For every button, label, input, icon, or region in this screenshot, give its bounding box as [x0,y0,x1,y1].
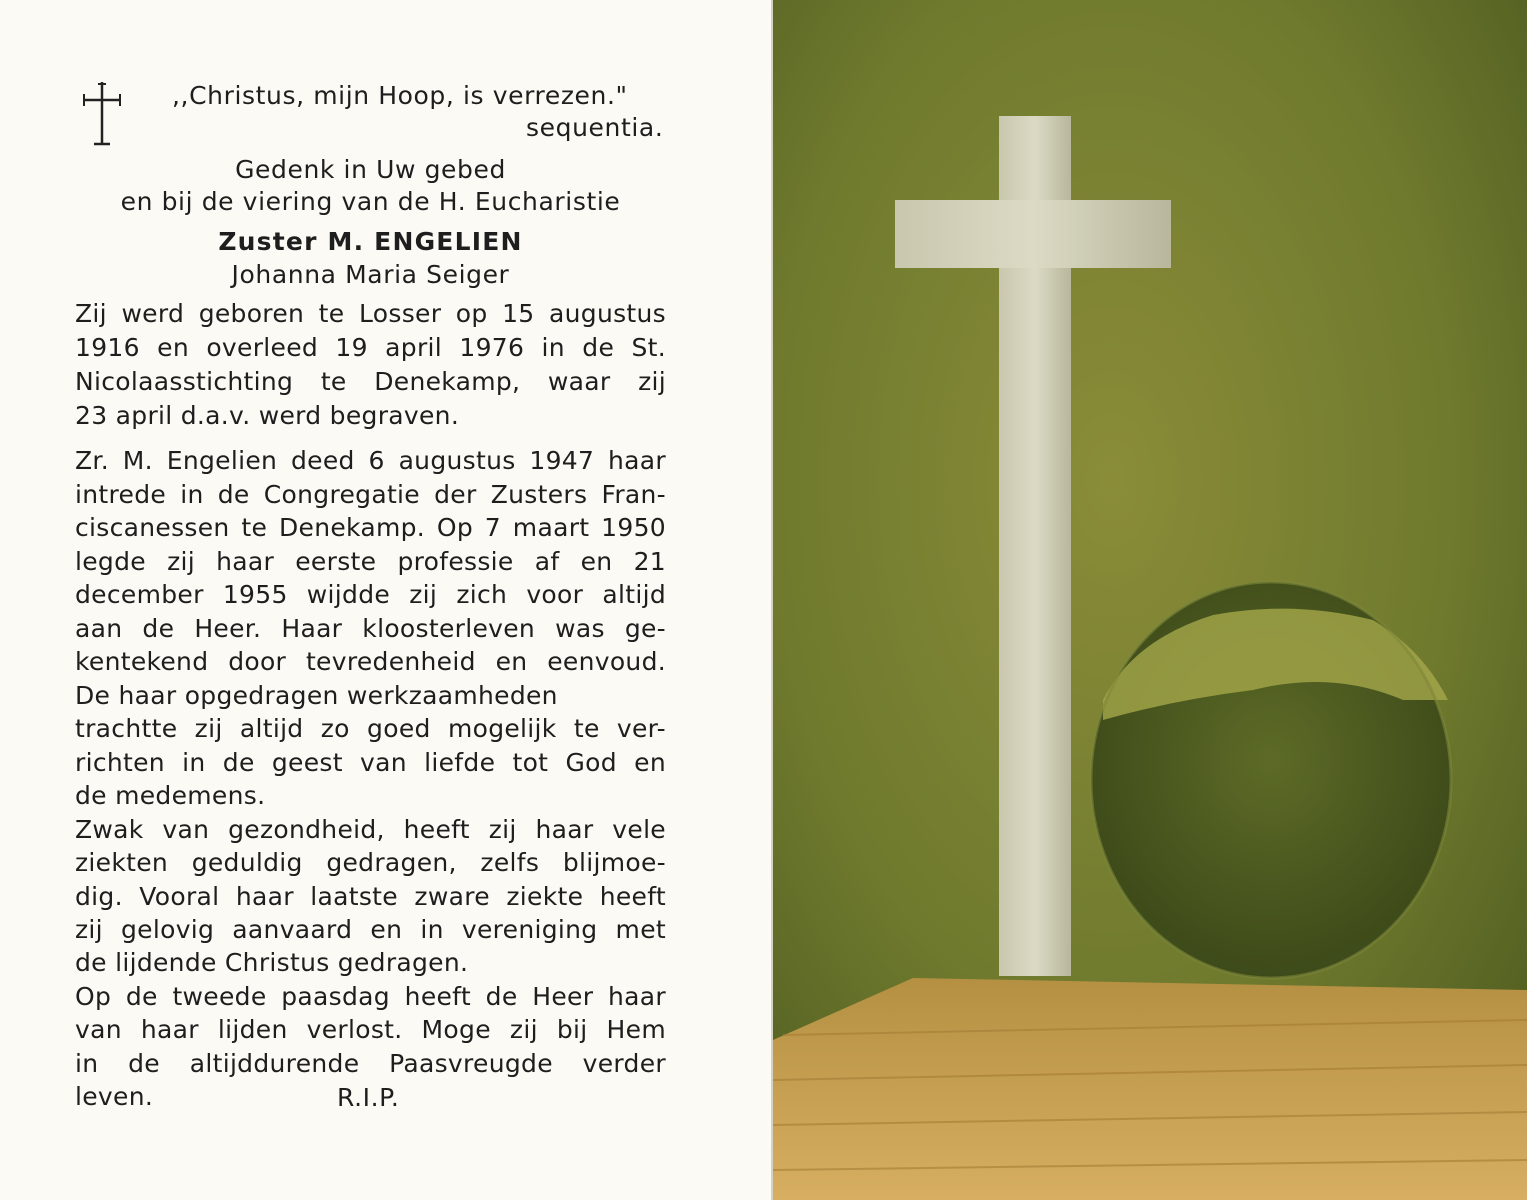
cross-icon [80,80,124,148]
paragraph2-line: in de altijddurende Paasvreugde verder [75,1049,666,1078]
paragraph1-line: Zij werd geboren te Losser op 15 augustus [75,299,666,328]
paragraph2-line: De haar opgedragen werkzaamheden [75,681,558,710]
wooden-floor [773,978,1527,1200]
paragraph2-line: Zr. M. Engelien deed 6 augustus 1947 haar [75,446,666,475]
paragraph1-line: 23 april d.a.v. werd begraven. [75,401,460,430]
paragraph2-line: legde zij haar eerste professie af en 21 [75,547,666,576]
paragraph2-line: zij gelovig aanvaard en in vereniging met [75,915,666,944]
paragraph2-line: Zwak van gezondheid, heeft zij haar vele [75,815,666,844]
cross-beam [895,200,1171,268]
paragraph2-line: van haar lijden verlost. Moge zij bij Hem [75,1015,666,1044]
paragraph2-line: Op de tweede paasdag heeft de Heer haar [75,982,666,1011]
paragraph1-line: 1916 en overleed 19 april 1976 in de St. [75,333,666,362]
paragraph2-line: december 1955 wijdde zij zich voor altijd [75,580,666,609]
quote-source: sequentia. [526,113,664,142]
paragraph2-line: ciscanessen te Denekamp. Op 7 maart 1950 [75,513,666,542]
paragraph2-line: richten in de geest van liefde tot God en [75,748,666,777]
paragraph2-line: ziekten geduldig gedragen, zelfs blijmoe- [75,848,666,877]
cross-with-open-tomb-icon [773,0,1527,1200]
paragraph2-line: intrede in de Congregatie der Zusters Fran- [75,480,666,509]
invocation-line-1: Gedenk in Uw gebed [235,155,506,184]
paragraph2-line: dig. Vooral haar laatste zware ziekte heeft [75,882,666,911]
invocation-line-2: en bij de viering van de H. Eucharistie [120,187,621,216]
paragraph2-line: leven. [75,1082,154,1111]
quote: ,,Christus, mijn Hoop, is verrezen." [172,81,628,110]
paragraph2-line: de medemens. [75,781,266,810]
paragraph2-line: kentekend door tevredenheid en eenvoud. [75,647,666,676]
cross-and-tomb-photo [773,0,1527,1200]
paragraph2-line: trachtte zij altijd zo goed mogelijk te ver- [75,714,666,743]
rip-closing: R.I.P. [337,1083,400,1112]
deceased-name: Zuster M. ENGELIEN [218,227,523,256]
paragraph1-line: Nicolaasstichting te Denekamp, waar zij [75,367,666,396]
birth-name: Johanna Maria Seiger [231,260,510,289]
paragraph2-line: aan de Heer. Haar kloosterleven was ge- [75,614,666,643]
paragraph2-line: de lijdende Christus gedragen. [75,948,469,977]
